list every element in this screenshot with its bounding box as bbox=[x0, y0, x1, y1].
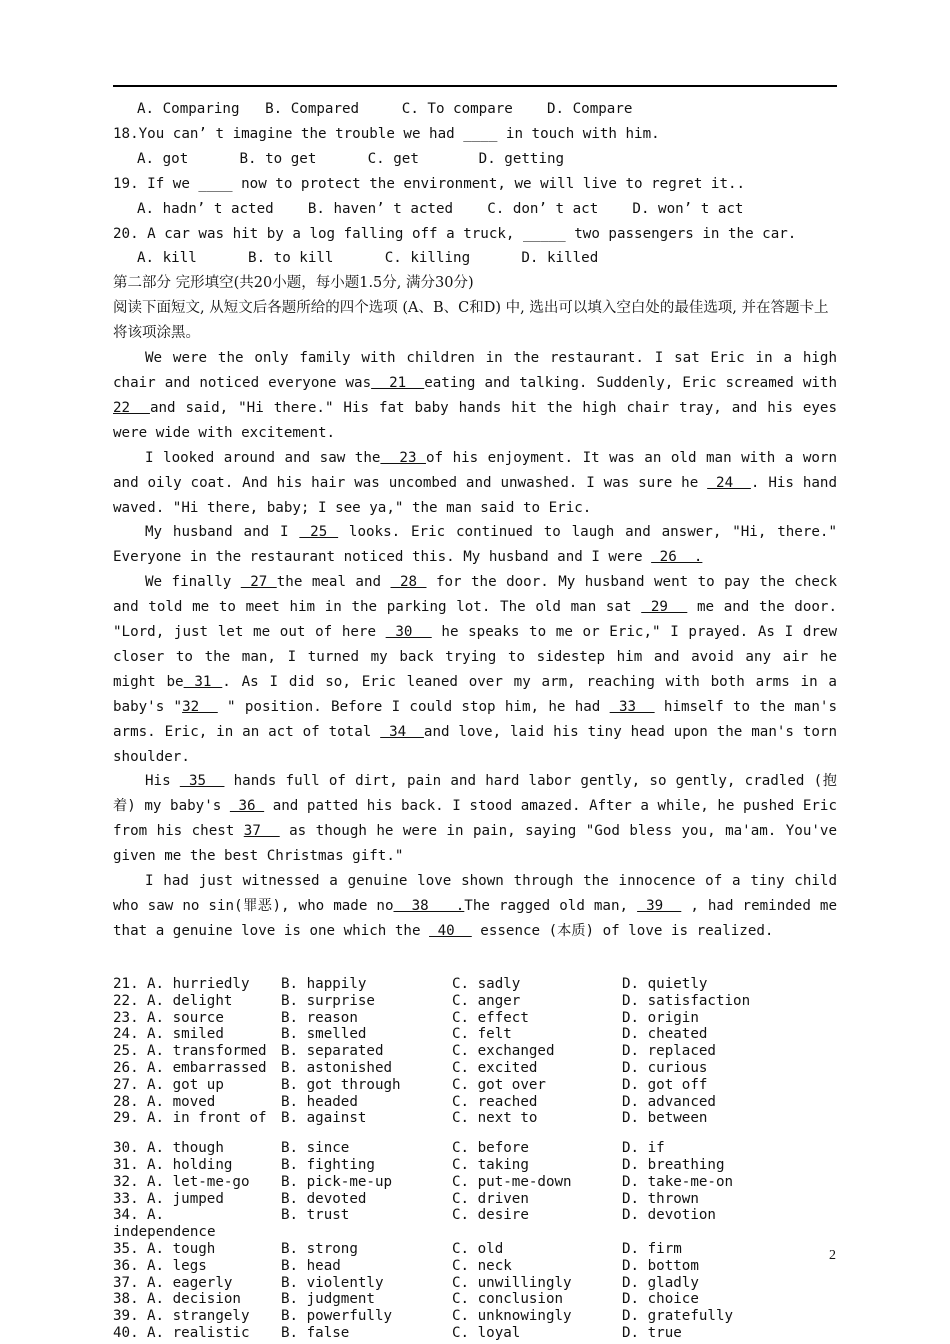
q20-stem: 20. A car was hit by a log falling off a truck, _____ two passengers in the car. bbox=[113, 225, 797, 242]
question-number: 31. bbox=[113, 1156, 139, 1173]
option-c: C. got over bbox=[452, 1076, 546, 1093]
q18-options: A. got B. to get C. get D. getting bbox=[137, 150, 565, 167]
option-b: B. headed bbox=[281, 1093, 358, 1110]
question-number: 21. bbox=[113, 976, 139, 992]
option-a: A. eagerly bbox=[147, 1274, 233, 1291]
question-number: 27. bbox=[113, 1076, 139, 1093]
option-row bbox=[113, 1043, 837, 1060]
option-row bbox=[113, 1241, 837, 1258]
q20-options: A. kill B. to kill C. killing D. killed bbox=[137, 250, 599, 267]
option-row bbox=[113, 1140, 837, 1157]
option-c: C. excited bbox=[452, 1059, 538, 1076]
option-c: C. before bbox=[452, 1140, 529, 1157]
exam-page bbox=[113, 97, 837, 944]
option-c: C. taking bbox=[452, 1156, 529, 1173]
cloze-paragraph-2 bbox=[113, 446, 837, 521]
option-b: B. head bbox=[281, 1257, 341, 1274]
option-row bbox=[113, 1077, 837, 1094]
text: the meal and bbox=[276, 574, 391, 591]
option-row bbox=[113, 1010, 837, 1027]
question-number: 25. bbox=[113, 1043, 139, 1060]
option-d: D. if bbox=[622, 1140, 665, 1157]
question-number: 24. bbox=[113, 1026, 139, 1043]
option-d: D. advanced bbox=[622, 1093, 716, 1110]
option-c: C. reached bbox=[452, 1093, 538, 1110]
option-a: A. smiled bbox=[147, 1026, 224, 1043]
text: The ragged old man, bbox=[464, 898, 638, 914]
blank-39: 39 bbox=[637, 898, 682, 914]
option-c: C. conclusion bbox=[452, 1291, 564, 1308]
option-c: C. loyal bbox=[452, 1324, 521, 1341]
option-a: A. holding bbox=[147, 1156, 233, 1173]
option-b: B. strong bbox=[281, 1240, 358, 1257]
option-d: D. gratefully bbox=[622, 1308, 734, 1325]
option-d: D. got off bbox=[622, 1076, 708, 1093]
option-b: B. powerfully bbox=[281, 1308, 393, 1325]
cloze-paragraph-5 bbox=[113, 769, 837, 869]
option-row bbox=[113, 993, 837, 1010]
option-a: A. delight bbox=[147, 992, 233, 1009]
option-row bbox=[113, 1291, 837, 1308]
option-d: D. replaced bbox=[622, 1043, 716, 1060]
text: , had reminded me that a genuine love is one which the bbox=[113, 898, 837, 939]
option-a: A. jumped bbox=[147, 1190, 224, 1207]
text: he speaks to me or Eric," I prayed. As I drew closer to the man, I turned my back trying to sidestep him and avoid any air he might be bbox=[113, 624, 837, 690]
option-b: B. against bbox=[281, 1110, 367, 1127]
option-c: C. put-me-down bbox=[452, 1173, 572, 1190]
option-a: A. bbox=[147, 1207, 165, 1224]
question-number: 32. bbox=[113, 1173, 139, 1190]
options-gap bbox=[113, 1127, 837, 1140]
option-b: B. since bbox=[281, 1140, 350, 1157]
text: We were the only family with children in the restaurant. I sat Eric in a high chair and noticed everyone was bbox=[113, 350, 837, 391]
option-row bbox=[113, 1026, 837, 1043]
blank-38: 38 . bbox=[393, 898, 465, 914]
text: as though he were in pain, saying "God bless you, ma'am. You've given me the best Christmas gift." bbox=[113, 823, 837, 865]
text: of his enjoyment. It was an old man with a worn and oily coat. And his hair was uncombed and unwashed. I was sure he bbox=[113, 449, 837, 491]
option-d: D. firm bbox=[622, 1240, 682, 1257]
blank-36: 36 bbox=[229, 798, 265, 815]
option-b: B. pick-me-up bbox=[281, 1173, 393, 1190]
option-a: A. transformed bbox=[147, 1043, 267, 1060]
option-b: B. got through bbox=[281, 1076, 401, 1093]
text: essence (本质) of love is realized. bbox=[471, 922, 774, 939]
option-b: B. surprise bbox=[281, 992, 375, 1009]
option-a: A. strangely bbox=[147, 1308, 250, 1325]
option-c: C. sadly bbox=[452, 976, 521, 992]
blank-28: 28 bbox=[390, 574, 427, 591]
blank-21: 21 bbox=[371, 374, 425, 391]
option-a: A. embarrassed bbox=[147, 1059, 267, 1076]
blank-27: 27 bbox=[240, 574, 277, 591]
option-b: B. smelled bbox=[281, 1026, 367, 1043]
option-c: C. felt bbox=[452, 1026, 512, 1043]
blank-32: 32 bbox=[182, 698, 218, 715]
option-c: C. unwillingly bbox=[452, 1274, 572, 1291]
text: and patted his back. I stood amazed. After a while, he pushed Eric from his chest bbox=[113, 798, 838, 840]
option-b: B. happily bbox=[281, 976, 367, 992]
option-d: D. cheated bbox=[622, 1026, 708, 1043]
section-title: 第二部分 完形填空(共20小题，每小题1.5分, 满分30分) bbox=[113, 275, 474, 292]
option-a: A. tough bbox=[147, 1240, 216, 1257]
question-number: 23. bbox=[113, 1009, 139, 1026]
cloze-paragraph-3 bbox=[113, 520, 837, 570]
question-number: 29. bbox=[113, 1110, 139, 1127]
option-c: C. anger bbox=[452, 992, 521, 1009]
option-row bbox=[113, 1110, 837, 1127]
option-c: C. effect bbox=[452, 1009, 529, 1026]
text: hands full of dirt, pain and hard labor gently, so gently, cradled (抱着) my baby's bbox=[113, 773, 837, 815]
option-d: D. choice bbox=[622, 1291, 699, 1308]
blank-30: 30 bbox=[385, 624, 432, 641]
q18-stem: 18.You can’ t imagine the trouble we had ____ in touch with him. bbox=[113, 125, 660, 142]
question-number: 36. bbox=[113, 1257, 139, 1274]
question-number: 28. bbox=[113, 1093, 139, 1110]
option-wrap bbox=[113, 1224, 837, 1241]
option-c: C. driven bbox=[452, 1190, 529, 1207]
option-b: B. devoted bbox=[281, 1190, 367, 1207]
option-a: A. source bbox=[147, 1009, 224, 1026]
blank-29: 29 bbox=[641, 599, 688, 616]
q19-stem: 19. If we ____ now to protect the environment, we will live to regret it.. bbox=[113, 175, 746, 192]
option-c: C. old bbox=[452, 1240, 504, 1257]
blank-37: 37 bbox=[243, 823, 280, 840]
option-d: D. breathing bbox=[622, 1156, 725, 1173]
question-number: 26. bbox=[113, 1059, 139, 1076]
text: and said, "Hi there." His fat baby hands hit the high chair tray, and his eyes were wide with excitement. bbox=[113, 399, 838, 441]
option-d: D. satisfaction bbox=[622, 992, 751, 1009]
option-row bbox=[113, 1157, 837, 1174]
text: and love, laid his tiny head upon the man's torn shoulder. bbox=[113, 723, 837, 765]
option-b: B. fighting bbox=[281, 1156, 375, 1173]
question-number: 39. bbox=[113, 1308, 139, 1325]
option-d: D. take-me-on bbox=[622, 1173, 734, 1190]
cloze-paragraph-6 bbox=[113, 869, 837, 944]
question-number: 37. bbox=[113, 1274, 139, 1291]
text: " position. Before I could stop him, he had bbox=[217, 698, 610, 715]
option-row bbox=[113, 1060, 837, 1077]
option-b: B. astonished bbox=[281, 1059, 393, 1076]
option-d: D. true bbox=[622, 1324, 682, 1341]
option-b: B. violently bbox=[281, 1274, 384, 1291]
option-row bbox=[113, 1275, 837, 1292]
option-c: C. exchanged bbox=[452, 1043, 555, 1060]
option-b: B. judgment bbox=[281, 1291, 375, 1308]
question-number: 22. bbox=[113, 992, 139, 1009]
option-d: D. devotion bbox=[622, 1207, 716, 1224]
option-row bbox=[113, 1094, 837, 1111]
option-a: A. in front of bbox=[147, 1110, 267, 1127]
option-c: C. unknowingly bbox=[452, 1308, 572, 1325]
option-c: C. desire bbox=[452, 1207, 529, 1224]
option-a: A. moved bbox=[147, 1093, 216, 1110]
text: . His hand waved. "Hi there, baby; I see ya," the man said to Eric. bbox=[113, 474, 837, 516]
option-a-wrapped: independence bbox=[113, 1224, 216, 1241]
q19-options: A. hadn’ t acted B. haven’ t acted C. don’ t act D. won’ t act bbox=[137, 200, 744, 217]
question-number: 33. bbox=[113, 1190, 139, 1207]
text: My husband and I bbox=[145, 524, 300, 541]
blank-34: 34 bbox=[380, 723, 424, 740]
question-number: 38. bbox=[113, 1291, 139, 1308]
text: looks. Eric continued to laugh and answer, "Hi, there." Everyone in the restaurant noticed this. My husband and I were bbox=[113, 524, 837, 566]
text: We finally bbox=[145, 574, 241, 591]
option-a: A. legs bbox=[147, 1257, 207, 1274]
blank-40: 40 bbox=[429, 922, 472, 939]
text: me and the door. "Lord, just let me out of here bbox=[113, 599, 837, 641]
option-d: D. bottom bbox=[622, 1257, 699, 1274]
cloze-paragraph-1 bbox=[113, 346, 837, 446]
blank-31: 31 bbox=[183, 673, 223, 690]
cloze-paragraph-4 bbox=[113, 570, 837, 769]
option-a: A. though bbox=[147, 1140, 224, 1157]
option-d: D. origin bbox=[622, 1009, 699, 1026]
option-b: B. separated bbox=[281, 1043, 384, 1060]
text: for the door. My husband went to pay the check and told me to meet him in the parking lot. The old man sat bbox=[113, 574, 837, 616]
blank-33: 33 bbox=[609, 698, 655, 715]
text: himself to the man's arms. Eric, in an act of total bbox=[113, 698, 838, 740]
blank-23: 23 bbox=[380, 449, 426, 466]
question-number: 34. bbox=[113, 1207, 139, 1224]
option-b: B. trust bbox=[281, 1207, 350, 1224]
question-number: 30. bbox=[113, 1140, 139, 1157]
options-table bbox=[113, 976, 837, 1342]
text: I had just witnessed a genuine love shown through the innocence of a tiny child who saw no sin(罪恶), who made no bbox=[113, 873, 837, 914]
option-d: D. gladly bbox=[622, 1274, 699, 1291]
option-d: D. between bbox=[622, 1110, 708, 1127]
blank-26: 26 . bbox=[651, 549, 703, 566]
option-b: B. false bbox=[281, 1324, 350, 1341]
option-c: C. next to bbox=[452, 1110, 538, 1127]
option-a: A. hurriedly bbox=[147, 976, 250, 992]
option-a: A. got up bbox=[147, 1076, 224, 1093]
text: eating and talking. Suddenly, Eric screamed with bbox=[424, 374, 838, 391]
section-instruction: 阅读下面短文, 从短文后各题所给的四个选项 (A、B、C和D) 中, 选出可以填入空白处的最佳选项, 并在答题卡上将该项涂黑。 bbox=[113, 300, 829, 342]
option-row bbox=[113, 1191, 837, 1208]
text: I looked around and saw the bbox=[145, 449, 381, 466]
blank-25: 25 bbox=[299, 524, 339, 541]
header-rule bbox=[113, 85, 837, 87]
blank-35: 35 bbox=[179, 773, 225, 790]
text: His bbox=[145, 773, 180, 790]
q17-options: A. Comparing B. Compared C. To compare D. Compare bbox=[137, 101, 633, 117]
option-d: D. curious bbox=[622, 1059, 708, 1076]
blank-22: 22 bbox=[113, 399, 150, 416]
option-b: B. reason bbox=[281, 1009, 358, 1026]
option-row bbox=[113, 1258, 837, 1275]
option-d: D. quietly bbox=[622, 976, 708, 992]
option-row bbox=[113, 1207, 837, 1224]
option-a: A. decision bbox=[147, 1291, 241, 1308]
blank-24: 24 bbox=[707, 474, 751, 491]
option-a: A. realistic bbox=[147, 1324, 250, 1341]
page-number: 2 bbox=[829, 1248, 836, 1263]
option-c: C. neck bbox=[452, 1257, 512, 1274]
option-row bbox=[113, 1325, 837, 1342]
option-row bbox=[113, 1308, 837, 1325]
option-a: A. let-me-go bbox=[147, 1173, 250, 1190]
option-d: D. thrown bbox=[622, 1190, 699, 1207]
question-number: 35. bbox=[113, 1240, 139, 1257]
option-row bbox=[113, 1174, 837, 1191]
option-row bbox=[113, 976, 837, 993]
text: . As I did so, Eric leaned over my arm, reaching with both arms in a baby's " bbox=[113, 673, 837, 715]
question-number: 40. bbox=[113, 1324, 139, 1341]
